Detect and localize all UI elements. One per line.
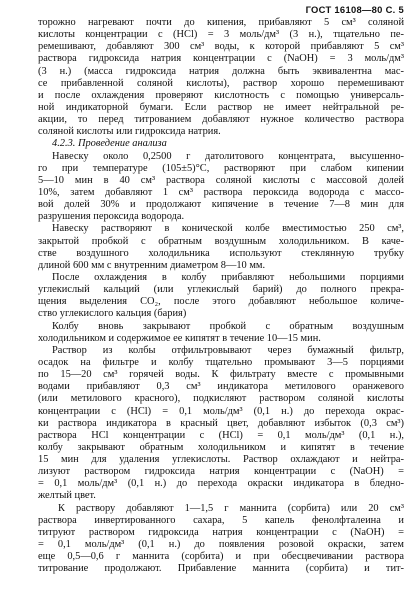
text-line: закрытой пробкой с обратным воздушным холодильником. В каче-	[38, 235, 404, 247]
text-line: се прибавленной соляной кислоты), раствор хорошо перемешивают	[38, 77, 404, 89]
text-line: длиной 600 мм с внутренним диаметром 8—10 мм.	[38, 259, 266, 271]
text-line: го при температуре (105±5)°С, растворяют при слабом кипении	[38, 162, 404, 174]
text-line: (3 н.) (масса гидроксида натрия должна быть эквивалентна мас-	[38, 65, 404, 77]
section-heading: 4.2.3. Проведение анализа	[52, 138, 167, 150]
standard-number: ГОСТ 16108—80	[305, 4, 383, 15]
text-line: После охлаждения в колбу прибавляют небольшими порциями	[52, 271, 404, 283]
text-line: и после охлаждения проверяют кислотность с помощью универсаль-	[38, 89, 404, 101]
text-line: раствора инвертированного сахара, 5 капель фенолфталеина и	[38, 514, 404, 526]
text-line: углекислый кальций (или углекислый барий) до полного прекра-	[38, 284, 404, 296]
text-line: ство углекислого кальция (бария)	[38, 308, 187, 320]
text-line: К раствору добавляют 1—1,5 г маннита (сорбита) или 20 см³	[58, 502, 404, 514]
text-line: титруют раствором гидроксида натрия концентрации c (NaOH) =	[38, 526, 404, 538]
text-line: раствора HCl концентрации c (HCl) = 0,1 моль/дм³ (0,1 н.),	[38, 429, 404, 441]
text-line: стве воздушного холодильника используют стеклянную трубку	[38, 247, 404, 259]
page-header	[306, 4, 404, 16]
text-line: осадок на фильтре и колбу тщательно промывают 3—5 порциями	[38, 356, 404, 368]
text-line: кислоты концентрации c (HCl) = 3 моль/дм³ (3 н.), тщательно пе-	[38, 29, 404, 41]
text-line: торожно нагревают почти до кипения, прибавляют 5 см³ соляной	[38, 17, 404, 28]
text-line: = 0,1 моль/дм³ (0,1 н.) до появления розовой окраски, затем	[38, 539, 404, 551]
text-line: лизуют раствором гидроксида натрия концентрации c (NaOH) =	[38, 466, 404, 478]
text-line: (или метилового красного), подкисляют раствором соляной кислоты	[38, 393, 404, 405]
text-line: раствора гидроксида натрия концентрации c (NaOH) = 3 моль/дм³	[38, 53, 404, 65]
text-line: ремешивают, добавляют 300 см³ воды, к которой прибавляют 5 см³	[38, 41, 404, 53]
text-line: Навеску около 0,2500 г датолитового концентрата, высушенно-	[52, 150, 404, 162]
text-line: 15 мин для удаления углекислоты. Раствор охлаждают и нейтра-	[38, 454, 404, 466]
page-number: С. 5	[385, 4, 404, 15]
text-line: по 15—20 см³ горячей воды. К фильтрату вместе с промывными	[38, 369, 404, 381]
text-line: холодильником и содержимое ее кипятят в течение 10—15 мин.	[38, 332, 321, 344]
text-line: Навеску растворяют в конической колбе вместимостью 250 см³,	[52, 223, 404, 235]
text-line: акции, то перед титрованием добавляют нужное количество раствора	[38, 114, 404, 126]
text-line: ки раствора индикатора в красный цвет, добавляют избыток (0,3 см³)	[38, 417, 404, 429]
text-line: концентрации c (HCl) = 0,1 моль/дм³ (0,1 н.) до перехода окрас-	[38, 405, 404, 417]
text-line: колбу закрывают обратным холодильником и кипятят в течение	[38, 441, 404, 453]
text-line: водами прибавляют 0,3 см³ индикатора метилового оранжевого	[38, 381, 404, 393]
text-line: щения выделения CO₂, после этого добавляют небольшое количе-	[38, 296, 404, 308]
text-line: Раствор из колбы отфильтровывают через бумажный фильтр,	[52, 344, 404, 356]
text-line: ной индикаторной бумаги. Если раствор не имеет нейтральной ре-	[38, 101, 404, 113]
text-line: 5—10 мин в 40 см³ раствора соляной кислоты с массовой долей	[38, 174, 404, 186]
text-line: Колбу вновь закрывают пробкой с обратным воздушным	[52, 320, 404, 332]
text-line: 10%, затем добавляют 1 см³ раствора пероксида водорода с массо-	[38, 186, 404, 198]
text-line: соляной кислоты или гидроксида натрия.	[38, 126, 221, 138]
text-line: титрование продолжают. Прибавление маннита (сорбита) и тит-	[38, 563, 404, 575]
text-line: разрушения пероксида водорода.	[38, 211, 185, 223]
text-line: еще 0,5—0,6 г маннита (сорбита) и при обесцвечивании раствора	[38, 551, 404, 563]
text-line: = 0,1 моль/дм³ (0,1 н.) до перехода окраски индикатора в бледно-	[38, 478, 404, 490]
text-line: желтый цвет.	[38, 490, 96, 502]
document-body	[38, 17, 404, 575]
text-line: вой долей 30% и продолжают кипячение в течение 7—8 мин для	[38, 199, 404, 211]
